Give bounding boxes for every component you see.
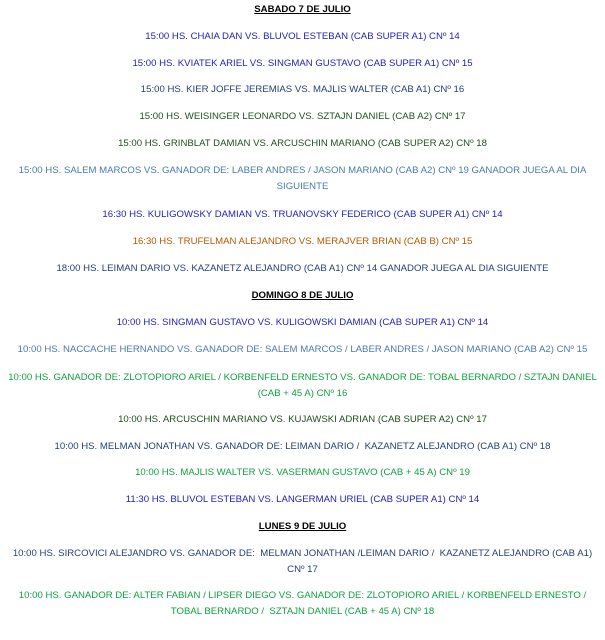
match-line: 15:00 HS. CHAIA DAN VS. BLUVOL ESTEBAN (CAB SUPER A1) CNº 14 bbox=[145, 31, 460, 42]
day-heading: DOMINGO 8 DE JULIO bbox=[251, 290, 354, 301]
match-line: 10:00 HS. NACCACHE HERNANDO VS. GANADOR DE: SALEM MARCOS / LABER ANDRES / JASON MARIANO (CAB A2) CNº 15 bbox=[17, 344, 588, 355]
match-line: 16:30 HS. TRUFELMAN ALEJANDRO VS. MERAJVER BRIAN (CAB B) CNº 15 bbox=[132, 236, 473, 247]
match-line: 15:00 HS. KVIATEK ARIEL VS. SINGMAN GUSTAVO (CAB SUPER A1) CNº 15 bbox=[132, 58, 473, 69]
match-line: 10:00 HS. GANADOR DE: ALTER FABIAN / LIPSER DIEGO VS. GANADOR DE: ZLOTOPIORO ARIEL / KORBENFELD ERNESTO / TOBAL BERNARDO / SZTAJN DANIEL (CAB + 45 A) CNº 18 bbox=[18, 590, 589, 617]
match-line: 10:00 HS. MELMAN JONATHAN VS. GANADOR DE: LEIMAN DARIO / KAZANETZ ALEJANDRO (CAB A1) CNº 18 bbox=[54, 441, 551, 452]
match-line: 10:00 HS. MAJLIS WALTER VS. VASERMAN GUSTAVO (CAB + 45 A) CNº 19 bbox=[135, 467, 470, 478]
day-heading: LUNES 9 DE JULIO bbox=[258, 521, 347, 532]
match-line: 16:30 HS. KULIGOWSKY DAMIAN VS. TRUANOVSKY FEDERICO (CAB SUPER A1) CNº 14 bbox=[102, 209, 503, 220]
match-line: 15:00 HS. SALEM MARCOS VS. GANADOR DE: LABER ANDRES / JASON MARIANO (CAB A2) CNº 19 GANADOR JUEGA AL DIA SIGUIENTE bbox=[18, 165, 590, 192]
match-line: 10:00 HS. ARCUSCHIN MARIANO VS. KUJAWSKI ADRIAN (CAB SUPER A2) CNº 17 bbox=[118, 414, 487, 425]
match-line: 15:00 HS. KIER JOFFE JEREMIAS VS. MAJLIS WALTER (CAB A1) CNº 16 bbox=[140, 84, 465, 95]
match-line: 11:30 HS. BLUVOL ESTEBAN VS. LANGERMAN URIEL (CAB SUPER A1) CNº 14 bbox=[125, 494, 480, 505]
match-line: 10:00 HS. SINGMAN GUSTAVO VS. KULIGOWSKI DAMIAN (CAB SUPER A1) CNº 14 bbox=[116, 317, 489, 328]
match-line: 10:00 HS. SIRCOVICI ALEJANDRO VS. GANADOR DE: MELMAN JONATHAN /LEIMAN DARIO / KAZANETZ ALEJANDRO (CAB A1) CNº 17 bbox=[12, 548, 595, 575]
match-line: 15:00 HS. WEISINGER LEONARDO VS. SZTAJN DANIEL (CAB A2) CNº 17 bbox=[139, 111, 466, 122]
day-heading: SABADO 7 DE JULIO bbox=[254, 4, 351, 15]
match-line: 10:00 HS. GANADOR DE: ZLOTOPIORO ARIEL / KORBENFELD ERNESTO VS. GANADOR DE: TOBAL BERNARDO / SZTAJN DANIEL (CAB + 45 A) CNº 16 bbox=[8, 372, 600, 399]
match-line: 18:00 HS. LEIMAN DARIO VS. KAZANETZ ALEJANDRO (CAB A1) CNº 14 GANADOR JUEGA AL DIA SIGUIENTE bbox=[56, 263, 549, 274]
match-line: 15:00 HS. GRINBLAT DAMIAN VS. ARCUSCHIN MARIANO (CAB SUPER A2) CNº 18 bbox=[118, 138, 487, 149]
